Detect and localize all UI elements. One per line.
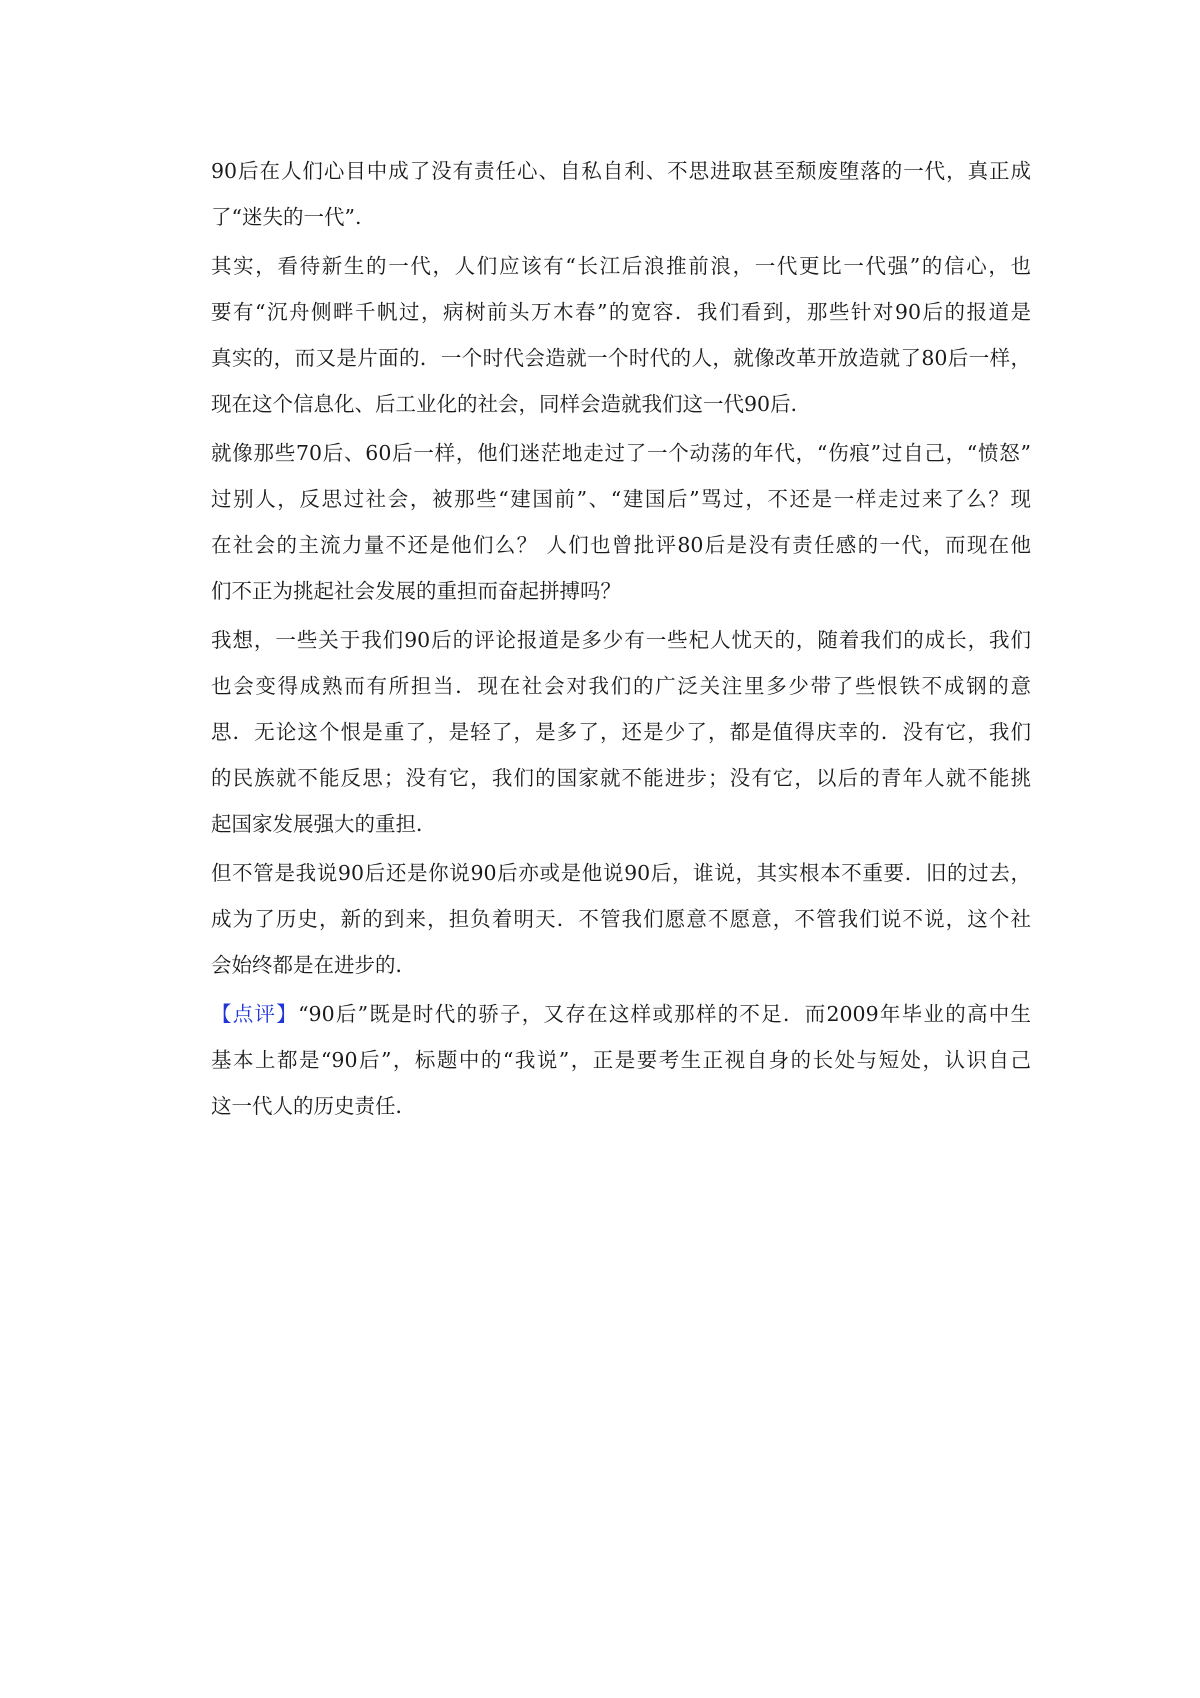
remark-label: 【点评】 xyxy=(211,1002,299,1026)
remark-first-line xyxy=(211,991,1031,1037)
paragraph-1 xyxy=(211,148,1031,240)
text-line: 基本上都是“90后”，标题中的“我说”，正是要考生正视自身的长处与短处，认识自己 xyxy=(211,1048,1031,1072)
text-line: 但不管是我说90后还是你说90后亦或是他说90后，谁说，其实根本不重要．旧的过去， xyxy=(211,861,1031,885)
paragraph-2 xyxy=(211,243,1031,427)
text-line: 就像那些70后、60后一样，他们迷茫地走过了一个动荡的年代，“伤痕”过自己，“愤怒” xyxy=(211,441,1031,465)
paragraph-5 xyxy=(211,850,1031,988)
text-line: 真实的，而又是片面的．一个时代会造就一个时代的人，就像改革开放造就了80后一样， xyxy=(211,346,1031,370)
remark-paragraph xyxy=(211,991,1031,1129)
text-line: 其实，看待新生的一代，人们应该有“长江后浪推前浪，一代更比一代强”的信心，也 xyxy=(211,254,1031,278)
text-line: 起国家发展强大的重担． xyxy=(211,812,437,836)
text-line: 在社会的主流力量不还是他们么？ 人们也曾批评80后是没有责任感的一代，而现在他 xyxy=(211,533,1031,557)
text-line: 90后在人们心目中成了没有责任心、自私自利、不思进取甚至颓废堕落的一代，真正成 xyxy=(211,159,1031,183)
text-line: 会始终都是在进步的． xyxy=(211,953,416,977)
paragraph-4 xyxy=(211,617,1031,847)
text-line: 这一代人的历史责任． xyxy=(211,1094,416,1118)
essay-text xyxy=(211,148,1031,1129)
text-line: 了“迷失的一代”. xyxy=(211,205,362,229)
text-line: 要有“沉舟侧畔千帆过，病树前头万木春”的宽容．我们看到，那些针对90后的报道是 xyxy=(211,300,1031,324)
text-line: 我想，一些关于我们90后的评论报道是多少有一些杞人忧天的，随着我们的成长，我们 xyxy=(211,628,1031,652)
text-line: 过别人，反思过社会，被那些“建国前”、“建国后”骂过，不还是一样走过来了么？现 xyxy=(211,487,1031,511)
text-line: 现在这个信息化、后工业化的社会，同样会造就我们这一代90后． xyxy=(211,392,812,416)
remark-first-line-text: “90后”既是时代的骄子，又存在这样或那样的不足．而2009年毕业的高中生 xyxy=(298,1002,1031,1026)
text-line: 也会变得成熟而有所担当．现在社会对我们的广泛关注里多少带了些恨铁不成钢的意 xyxy=(211,674,1031,698)
paragraph-3 xyxy=(211,430,1031,614)
text-line: 们不正为挑起社会发展的重担而奋起拼搏吗？ xyxy=(211,579,621,603)
text-line: 的民族就不能反思；没有它，我们的国家就不能进步；没有它，以后的青年人就不能挑 xyxy=(211,766,1031,790)
text-line: 思．无论这个恨是重了，是轻了，是多了，还是少了，都是值得庆幸的．没有它，我们 xyxy=(211,720,1031,744)
text-line: 成为了历史，新的到来，担负着明天．不管我们愿意不愿意，不管我们说不说，这个社 xyxy=(211,907,1031,931)
